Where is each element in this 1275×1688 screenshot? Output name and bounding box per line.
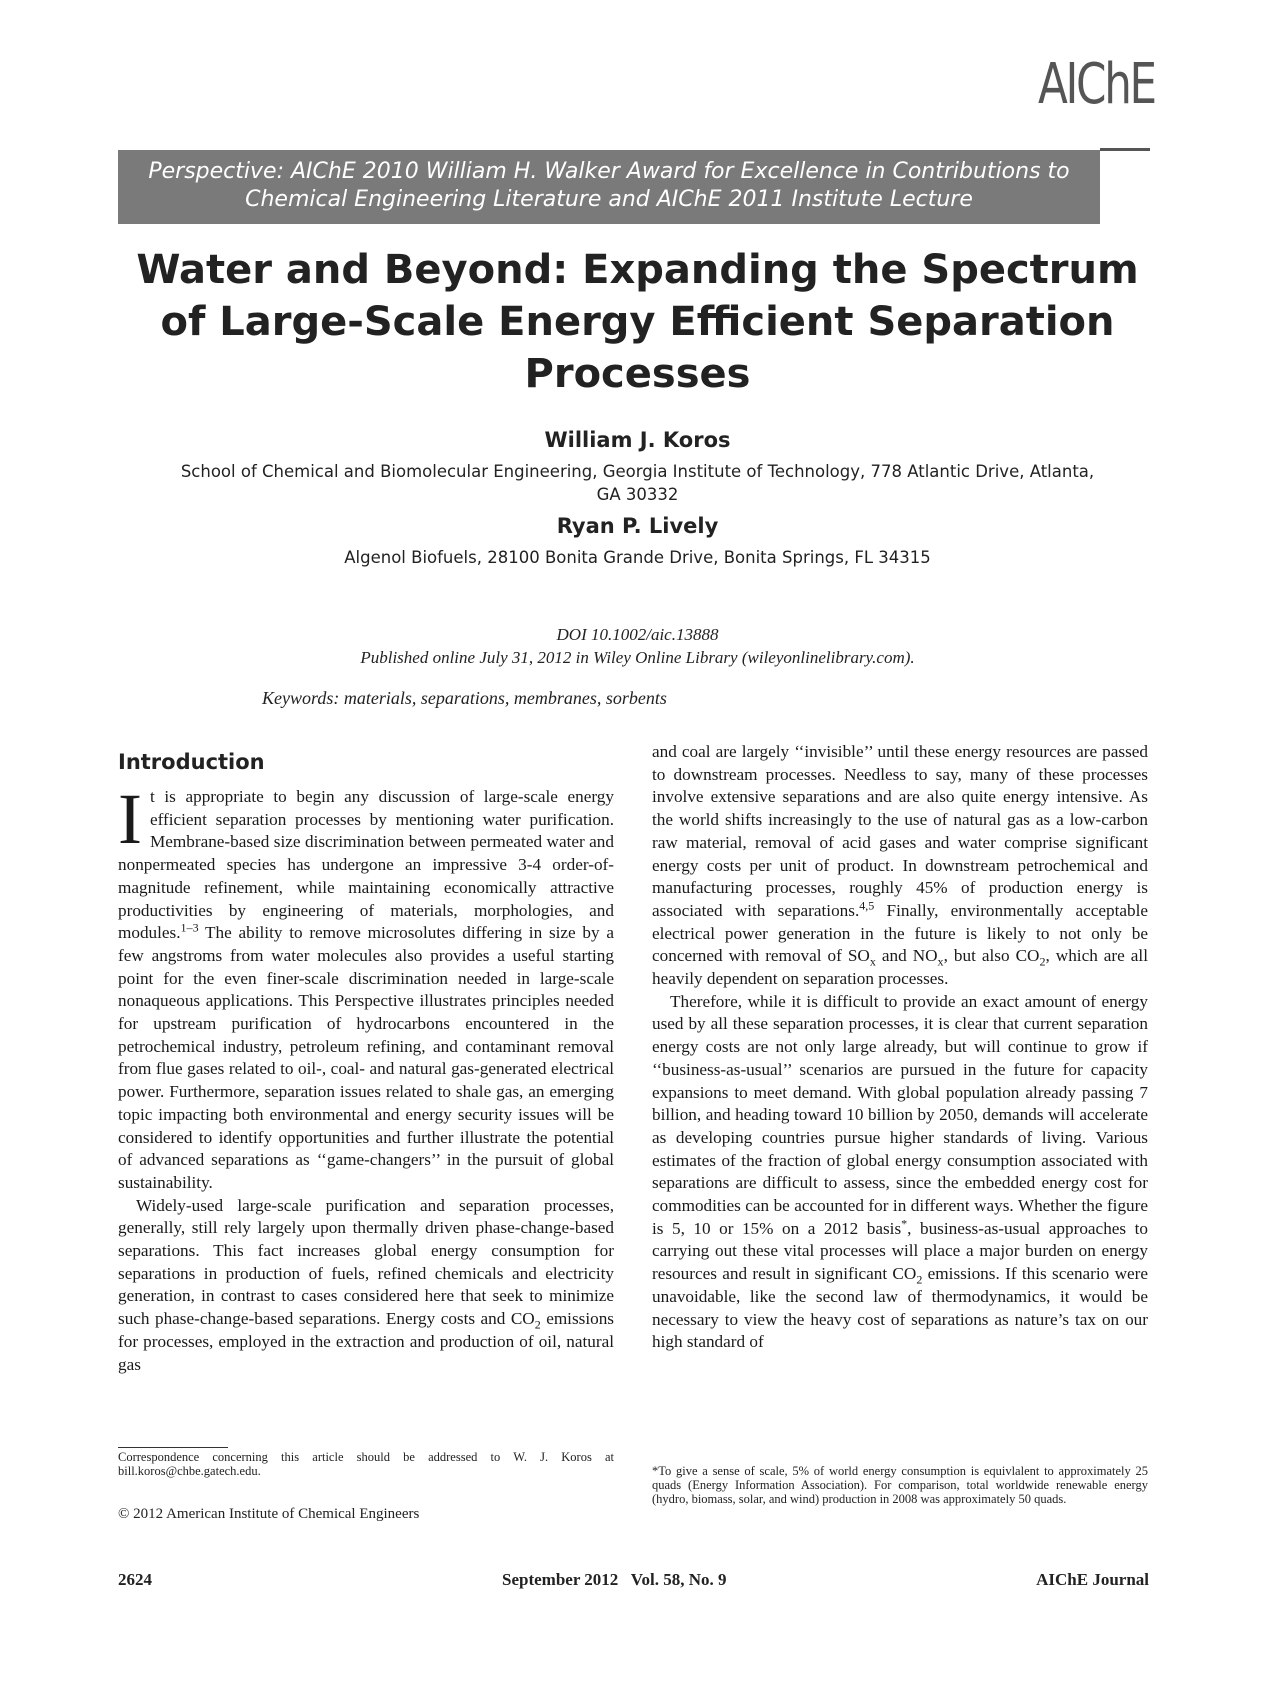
scale-footnote: *To give a sense of scale, 5% of world energy consumption is equivlalent to approximately 25 quads (Energy Information Association). For comparison, total worldwide renewable energy (hydro, biomass, solar, and wind) production in 2008 was approximately 50 quads. [652, 1464, 1148, 1506]
correspondence-note: Correspondence concerning this article should be addressed to W. J. Koros at bill.koros@chbe.gatech.edu. [118, 1450, 614, 1478]
copyright: © 2012 American Institute of Chemical Engineers [118, 1506, 420, 1522]
banner-line-2: Chemical Engineering Literature and AIChE 2011 Institute Lecture [245, 187, 973, 212]
footnote-marker: * [901, 1216, 908, 1231]
journal-name: AIChE Journal [1036, 1570, 1149, 1589]
header-rule [1100, 148, 1150, 151]
affiliation-1-line-2: GA 30332 [596, 485, 679, 504]
title-line-1: Water and Beyond: Expanding the Spectrum [136, 247, 1139, 293]
issue-info: September 2012 Vol. 58, No. 9 [502, 1570, 727, 1589]
title-line-3: Processes [524, 351, 751, 397]
banner-line-1: Perspective: AIChE 2010 William H. Walker Award for Excellence in Contributions to [148, 159, 1070, 184]
affiliation-2: Algenol Biofuels, 28100 Bonita Grande Drive, Bonita Springs, FL 34315 [344, 548, 931, 567]
affiliation-1-line-1: School of Chemical and Biomolecular Engineering, Georgia Institute of Technology, 778 Atlantic Drive, Atlanta, [180, 462, 1095, 481]
right-column [652, 741, 1148, 1354]
author-1: William J. Koros [544, 428, 731, 452]
paragraph-4: Therefore, while it is difficult to provide an exact amount of energy used by all these separation processes, it is clear that current separation energy costs are not only large already, but will continue to grow if ‘‘business-as-usual’’ scenarios are pursued in the future for capacity expansions to meet demand. With global population already passing 7 billion, and heading toward 10 billion by 2050, demands will accelerate as developing countries pursue higher standards of living. Various estimates of the fraction of global energy consumption associated with separations are difficult to assess, since the embedded energy cost for commodities can be accounted for in different ways. Whether the figure is 5, 10 or 15% on a 2012 basis*, business-as-usual approaches to carrying out these vital processes will place a major burden on energy resources and result in significant $CO_2$ emissions. If this scenario were unavoidable, like the second law of thermodynamics, it would be necessary to view the heavy cost of separations as nature’s tax on our high standard of [652, 991, 1148, 1352]
affiliation-1 [160, 460, 1115, 506]
left-column [118, 779, 614, 1376]
section-heading: Introduction [118, 750, 265, 774]
paragraph-3: and coal are largely ‘‘invisible’’ until these energy resources are passed to downstream processes. Needless to say, many of these processes involve extensive separations and are also quite energy intensive. As the world shifts increasingly to the use of natural gas as a low-carbon raw material, removal of acid gases and water comprise significant energy costs per unit of product. In downstream petrochemical and manufacturing processes, roughly 45% of production energy is associated with separations.$^{4,5}$ Finally, environmentally acceptable electrical power generation in the future is likely to not only be concerned with removal of $SO_x$ and $NO_x$, but also $CO_2$, which are all heavily dependent on separation processes. [652, 742, 1148, 989]
perspective-banner [118, 150, 1100, 224]
drop-cap: I [118, 779, 142, 859]
author-2: Ryan P. Lively [556, 514, 719, 538]
paragraph-2: Widely-used large-scale purification and separation processes, generally, still rely largely upon thermally driven phase-change-based separations. This fact increases global energy consumption for separations in production of fuels, refined chemicals and electricity generation, in contrast to cases considered here that seek to minimize such phase-change-based separations. Energy costs and $CO_2$ emissions for processes, employed in the extraction and production of oil, natural gas [118, 1195, 614, 1374]
footnote-separator [118, 1447, 228, 1448]
keywords: Keywords: materials, separations, membranes, sorbents [262, 688, 667, 708]
aiche-logo: AIChE [1038, 52, 1155, 117]
paragraph-1: It is appropriate to begin any discussion of large-scale energy efficient separation processes by mentioning water purification. Membrane-based size discrimination between permeated water and nonpermeated species has undergone an impressive 3-4 order-of-magnitude refinement, while maintaining economically attractive productivities by engineering of materials, morphologies, and modules.$^{1-3}$ The ability to remove microsolutes differing in size by a few angstroms from water molecules also provides a useful starting point for the even finer-scale discrimination needed in large-scale nonaqueous applications. This Perspective illustrates principles needed for upstream purification of hydrocarbons encountered in the petrochemical industry, petroleum refining, and contaminant removal from flue gases related to oil-, coal- and natural gas-generated electrical power. Furthermore, separation issues related to shale gas, an emerging topic impacting both environmental and energy security issues will be considered to identify opportunities and further illustrate the potential of advanced separations as ‘‘game-changers’’ in the pursuit of global sustainability. [118, 779, 614, 1192]
published-online: Published online July 31, 2012 in Wiley Online Library (wileyonlinelibrary.com). [360, 648, 915, 667]
page-number: 2624 [118, 1570, 152, 1589]
citation: 1–3 [180, 920, 199, 935]
citation: 4,5 [859, 898, 875, 913]
article-title [118, 244, 1157, 400]
doi: DOI 10.1002/aic.13888 [556, 625, 719, 644]
title-line-2: of Large-Scale Energy Efficient Separation [160, 299, 1115, 345]
